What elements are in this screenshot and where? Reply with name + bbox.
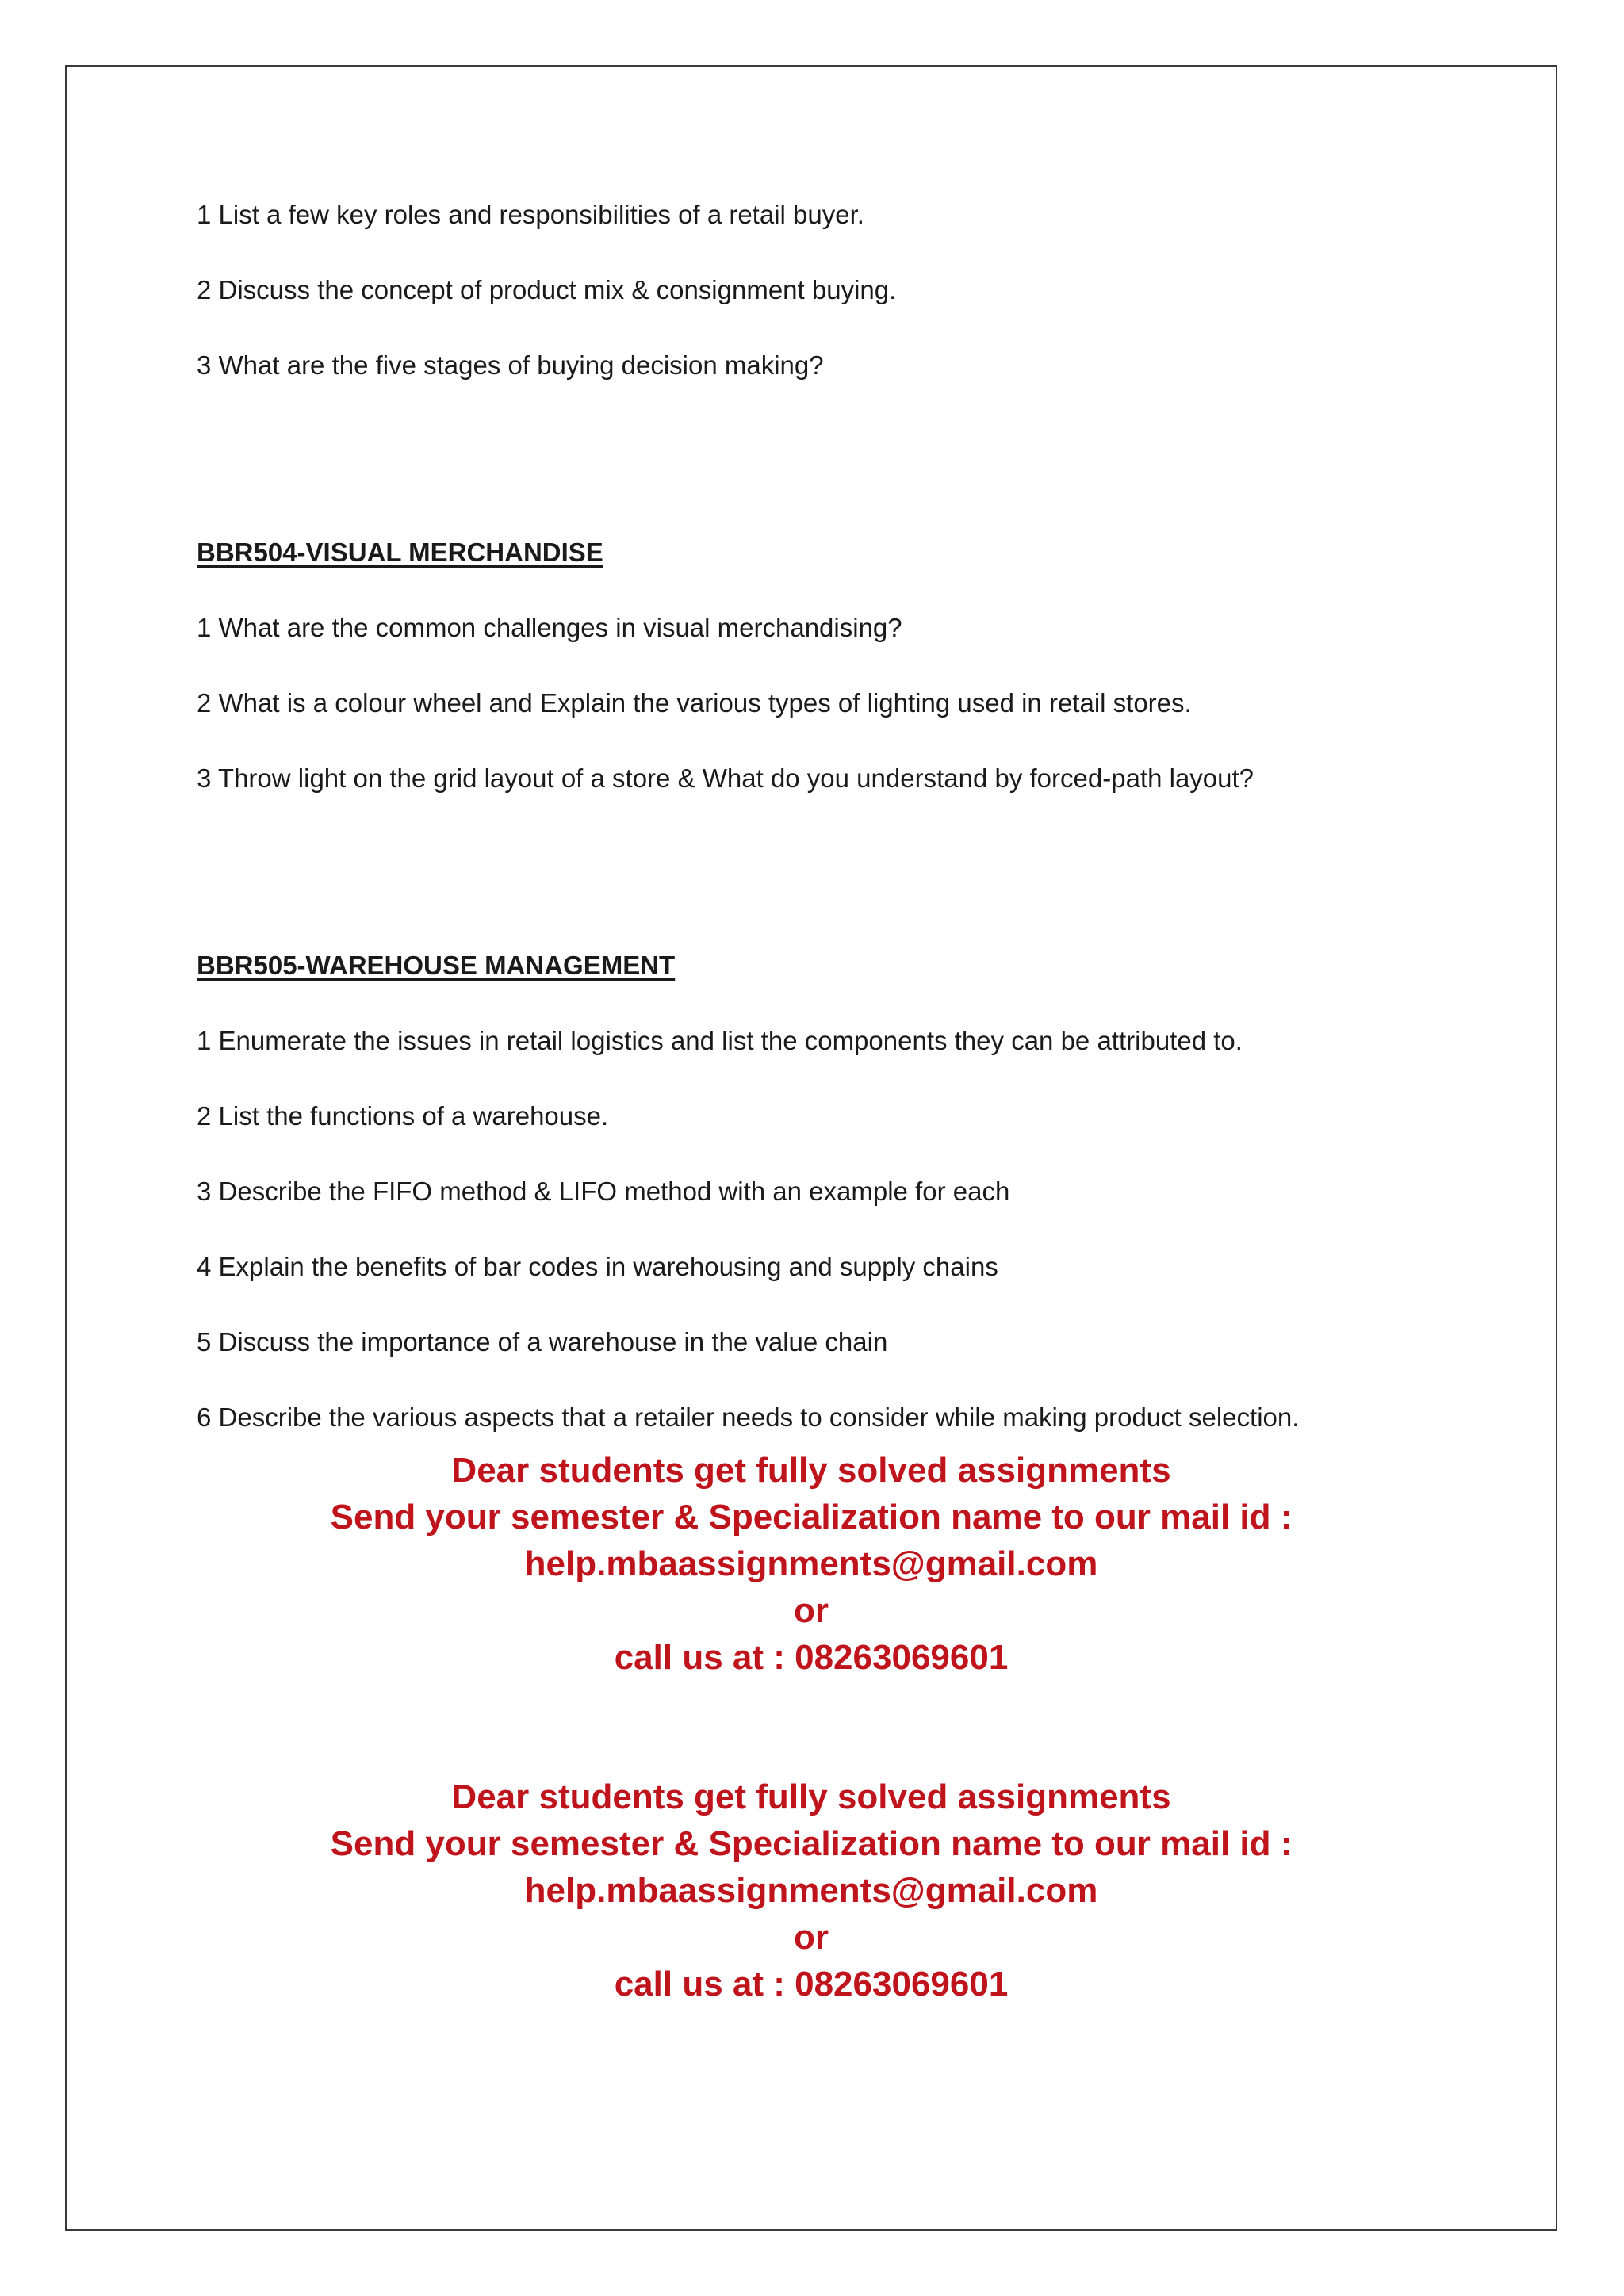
promo-or: or	[794, 1918, 829, 1957]
promo-headline: Dear students get fully solved assignments	[451, 1451, 1171, 1490]
question: 2 List the functions of a warehouse.	[197, 1101, 609, 1131]
question: 1 What are the common challenges in visual merchandising?	[197, 613, 902, 642]
promo-instruction: Send your semester & Specialization name to our mail id :	[330, 1824, 1293, 1863]
promo-block-1	[65, 1447, 1557, 1681]
promo-headline: Dear students get fully solved assignments	[451, 1777, 1171, 1816]
intro-question-1: 1 List a few key roles and responsibilities of a retail buyer.	[197, 200, 864, 229]
question: 3 Throw light on the grid layout of a store & What do you understand by forced-path layout?	[197, 763, 1254, 793]
section-gap	[197, 836, 1434, 947]
promo-phone: call us at : 08263069601	[614, 1638, 1009, 1677]
promo-instruction: Send your semester & Specialization name to our mail id :	[330, 1498, 1293, 1536]
question: 5 Discuss the importance of a warehouse in the value chain	[197, 1327, 888, 1357]
promo-block-2	[65, 1774, 1557, 2007]
section-title: BBR505-WAREHOUSE MANAGEMENT	[197, 951, 676, 980]
section-warehouse-management	[197, 947, 1434, 1436]
section-gap	[197, 423, 1434, 534]
document-body	[197, 197, 1434, 1475]
question: 1 Enumerate the issues in retail logistics and list the components they can be attributed to.	[197, 1026, 1243, 1055]
intro-question-3: 3 What are the five stages of buying decision making?	[197, 350, 824, 380]
section-title: BBR504-VISUAL MERCHANDISE	[197, 538, 603, 567]
section-visual-merchandise	[197, 534, 1434, 797]
promo-phone: call us at : 08263069601	[614, 1965, 1009, 2003]
promo-email: help.mbaassignments@gmail.com	[524, 1871, 1098, 1910]
intro-question-2: 2 Discuss the concept of product mix & consignment buying.	[197, 275, 897, 304]
question: 6 Describe the various aspects that a retailer needs to consider while making product selection.	[197, 1402, 1300, 1432]
promo-or: or	[794, 1591, 829, 1630]
question: 2 What is a colour wheel and Explain the various types of lighting used in retail stores.	[197, 688, 1192, 718]
promo-email: help.mbaassignments@gmail.com	[524, 1544, 1098, 1583]
question: 3 Describe the FIFO method & LIFO method with an example for each	[197, 1177, 1010, 1206]
question: 4 Explain the benefits of bar codes in warehousing and supply chains	[197, 1252, 998, 1281]
